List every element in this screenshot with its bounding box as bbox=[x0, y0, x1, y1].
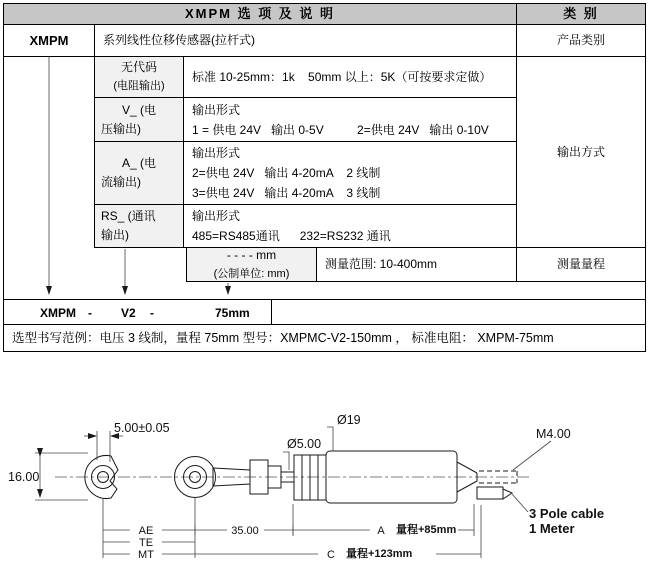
svg-text:16.00: 16.00 bbox=[8, 470, 40, 484]
dia-5-callout bbox=[283, 437, 321, 470]
svg-text:C: C bbox=[327, 549, 335, 561]
product-code-cell: XMPM bbox=[3, 24, 95, 57]
sensor-body bbox=[294, 451, 517, 503]
selection-note: 选型书写范例：电压 3 线制，量程 75mm 型号：XMPMC-V2-150mm ， 标准电阻： XMPM-75mm bbox=[3, 324, 646, 352]
category-header: 类 别 bbox=[516, 3, 646, 25]
example-dash1: - bbox=[88, 306, 92, 320]
option-label-resistance: 无代码 (电阻输出) bbox=[94, 56, 184, 98]
svg-text:5.00±0.05: 5.00±0.05 bbox=[114, 421, 170, 435]
svg-text:3 Pole cable: 3 Pole cable bbox=[529, 506, 605, 521]
example-divider bbox=[271, 300, 272, 324]
dim-width-5 bbox=[84, 421, 170, 462]
svg-text:M4.00: M4.00 bbox=[536, 427, 571, 441]
svg-text:Ø19: Ø19 bbox=[337, 413, 361, 427]
option-desc-resistance: 标准 10-25mm：1k 50mm 以上：5K（可按要求定做） bbox=[183, 56, 517, 98]
example-range: 75mm bbox=[215, 306, 250, 320]
table-title: XMPM 选 项 及 说 明 bbox=[3, 3, 517, 25]
option-desc-comm: 输出形式 485=RS485通讯 232=RS232 通讯 bbox=[183, 204, 517, 248]
example-output: V2 bbox=[121, 306, 136, 320]
example-code: XMPM bbox=[40, 306, 76, 320]
dim-height-16 bbox=[8, 453, 88, 500]
rod-end-eye-right bbox=[175, 457, 295, 498]
option-label-voltage: V_ (电 压输出) bbox=[94, 97, 184, 142]
svg-text:量程+85mm: 量程+85mm bbox=[396, 524, 457, 536]
example-row bbox=[3, 299, 646, 325]
svg-text:A: A bbox=[377, 525, 385, 537]
dia-19-callout bbox=[327, 413, 361, 451]
unit-cell: - - - - mm (公制单位: mm) bbox=[186, 247, 317, 282]
dim-row-ae-35-a bbox=[103, 522, 474, 537]
svg-text:TE: TE bbox=[138, 537, 154, 549]
svg-text:35.00: 35.00 bbox=[231, 525, 259, 537]
option-label-comm: RS_ (通讯 输出) bbox=[94, 204, 184, 248]
option-label-current: A_ (电 流输出) bbox=[94, 141, 184, 205]
option-desc-current: 输出形式 2=供电 24V 输出 4-20mA 2 线制 3=供电 24V 输出 4-20mA 3 线制 bbox=[183, 141, 517, 205]
svg-text:量程+123mm: 量程+123mm bbox=[346, 548, 413, 560]
svg-text:MT: MT bbox=[138, 549, 154, 561]
example-dash2: - bbox=[150, 306, 154, 320]
dim-row-mt-c bbox=[103, 546, 481, 561]
option-desc-voltage: 输出形式 1 = 供电 24V 输出 0-5V 2=供电 24V 输出 0-10V bbox=[183, 97, 517, 142]
svg-text:1 Meter: 1 Meter bbox=[529, 521, 575, 536]
product-category-cell: 产品类别 bbox=[516, 24, 646, 57]
cable-connector bbox=[477, 487, 528, 512]
thread-m4-callout bbox=[513, 427, 571, 470]
output-category-cell: 输出方式 bbox=[516, 56, 646, 248]
rod-end-eye-left bbox=[85, 455, 118, 498]
svg-text:AE: AE bbox=[138, 525, 154, 537]
product-desc-cell: 系列线性位移传感器(拉杆式) bbox=[94, 24, 517, 57]
measure-category-cell: 测量量程 bbox=[516, 247, 646, 282]
extension-lines bbox=[103, 498, 481, 558]
svg-text:Ø5.00: Ø5.00 bbox=[287, 437, 322, 451]
range-cell: 测量范围: 10-400mm bbox=[316, 247, 517, 282]
cable-note bbox=[529, 506, 604, 536]
dim-row-te bbox=[103, 537, 195, 549]
